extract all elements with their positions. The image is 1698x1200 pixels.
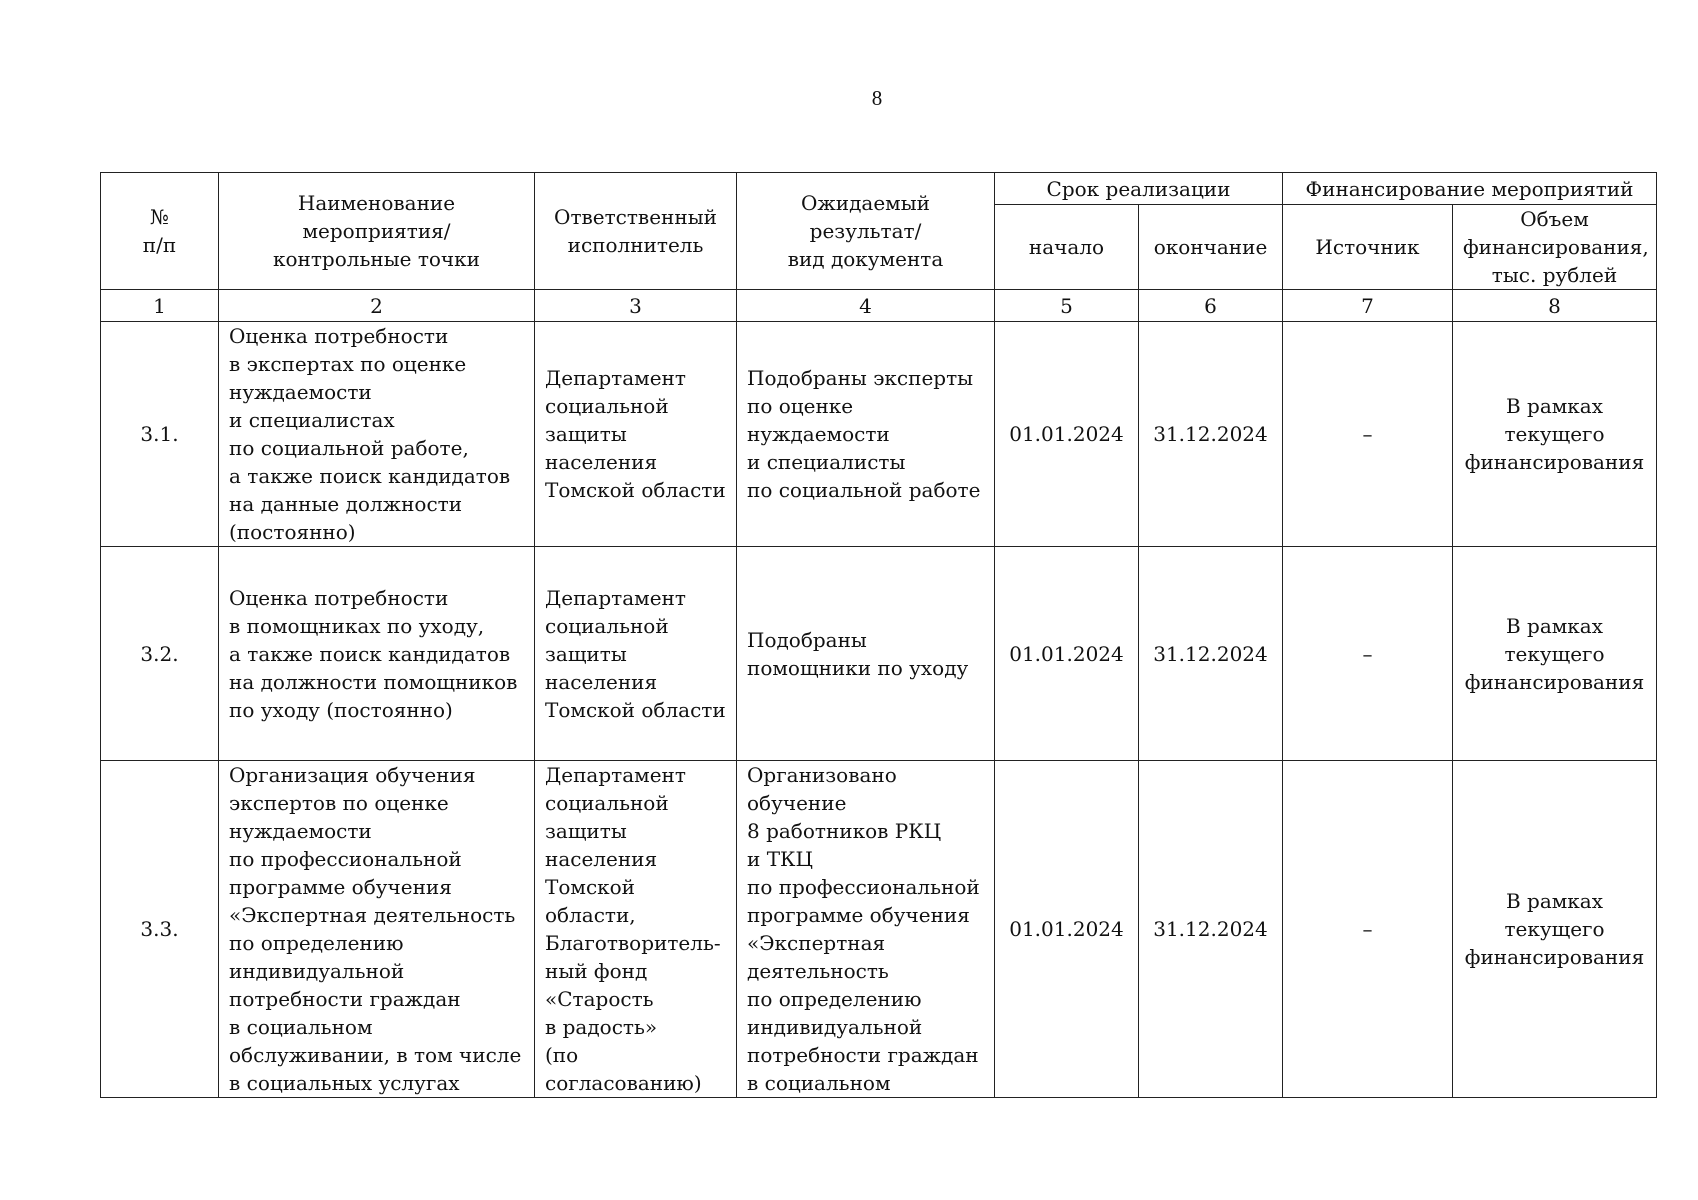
row-source: – [1283, 761, 1453, 1098]
row-start-date: 01.01.2024 [995, 322, 1139, 547]
table-row [101, 547, 1657, 761]
header-source: Источник [1283, 205, 1453, 290]
row-responsible: Департамент социальной защиты населения Томской области [535, 547, 737, 761]
row-start-date: 01.01.2024 [995, 761, 1139, 1098]
row-name: Оценка потребности в помощниках по уходу, а также поиск кандидатов на должности помощников по уходу (постоянно) [219, 547, 535, 761]
row-num: 3.3. [101, 761, 219, 1098]
header-start: начало [995, 205, 1139, 290]
row-responsible: Департамент социальной защиты населения Томской области, Благотворитель- ный фонд «Старость в радость» (по согласованию) [535, 761, 737, 1098]
row-result: Подобраны эксперты по оценке нуждаемости и специалисты по социальной работе [737, 322, 995, 547]
column-number: 8 [1453, 290, 1657, 322]
row-start-date: 01.01.2024 [995, 547, 1139, 761]
row-source: – [1283, 322, 1453, 547]
row-name: Оценка потребности в экспертах по оценке нуждаемости и специалистах по социальной работе, а также поиск кандидатов на данные должности (постоянно) [219, 322, 535, 547]
row-end-date: 31.12.2024 [1139, 761, 1283, 1098]
header-responsible: Ответственный исполнитель [535, 173, 737, 290]
row-result: Подобраны помощники по уходу [737, 547, 995, 761]
action-plan-table [100, 172, 1657, 1098]
header-name: Наименование мероприятия/ контрольные точки [219, 173, 535, 290]
row-volume: В рамках текущего финансирования [1453, 322, 1657, 547]
header-row-top [101, 173, 1657, 205]
page-number: 8 [871, 86, 883, 110]
column-number: 3 [535, 290, 737, 322]
row-result: Организовано обучение 8 работников РКЦ и ТКЦ по профессиональной программе обучения «Экспертная деятельность по определению индивидуальной потребности граждан в социальном [737, 761, 995, 1098]
row-volume: В рамках текущего финансирования [1453, 761, 1657, 1098]
header-end: окончание [1139, 205, 1283, 290]
row-name: Организация обучения экспертов по оценке нуждаемости по профессиональной программе обучения «Экспертная деятельность по определению индивидуальной потребности граждан в социальном обслуживании, в том числе в социальных услугах [219, 761, 535, 1098]
column-number: 7 [1283, 290, 1453, 322]
column-number: 4 [737, 290, 995, 322]
row-responsible: Департамент социальной защиты населения Томской области [535, 322, 737, 547]
column-number: 5 [995, 290, 1139, 322]
row-num: 3.1. [101, 322, 219, 547]
row-source: – [1283, 547, 1453, 761]
header-num: № п/п [101, 173, 219, 290]
column-number: 6 [1139, 290, 1283, 322]
header-result: Ожидаемый результат/ вид документа [737, 173, 995, 290]
column-number: 2 [219, 290, 535, 322]
header-period-group: Срок реализации [995, 173, 1283, 205]
row-num: 3.2. [101, 547, 219, 761]
row-end-date: 31.12.2024 [1139, 547, 1283, 761]
column-number: 1 [101, 290, 219, 322]
table-row [101, 761, 1657, 1098]
row-volume: В рамках текущего финансирования [1453, 547, 1657, 761]
row-end-date: 31.12.2024 [1139, 322, 1283, 547]
header-volume: Объем финансирования, тыс. рублей [1453, 205, 1657, 290]
column-number-row [101, 290, 1657, 322]
table-row [101, 322, 1657, 547]
header-finance-group: Финансирование мероприятий [1283, 173, 1657, 205]
